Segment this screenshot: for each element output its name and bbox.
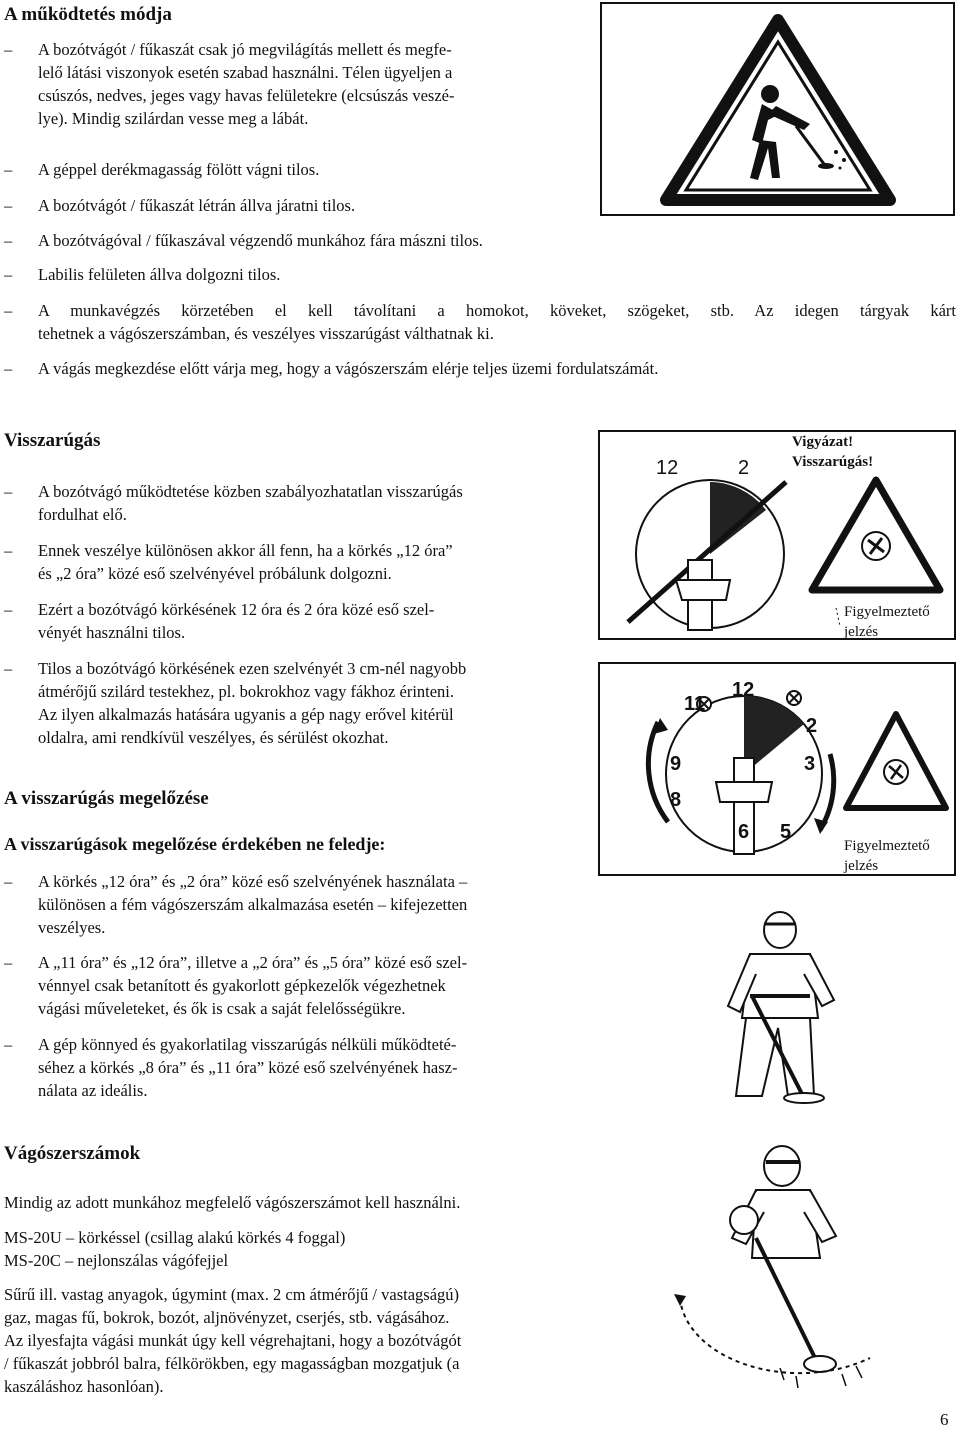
clock-label-11: 11 <box>684 693 706 715</box>
list-item <box>4 194 574 217</box>
figure-kickback-zone <box>598 430 956 640</box>
list-item <box>4 870 584 939</box>
line: A „11 óra” és „12 óra”, illetve a „2 óra” és „5 óra” közé eső szel- <box>38 953 468 972</box>
bullet-dash: – <box>4 40 13 59</box>
clock-label-12: 12 <box>732 679 755 701</box>
caption-line: jelzés <box>844 624 879 640</box>
line: vényét használni tilos. <box>38 623 186 642</box>
usage-text <box>4 1283 584 1398</box>
bullet-dash: – <box>4 1035 13 1054</box>
line: lelő látási viszonyok esetén szabad használni. Télen ügyeljen a <box>38 63 453 82</box>
line: csúszós, nedves, jeges vagy havas felületekre (elcsúszás veszé- <box>38 86 455 105</box>
caption-warning-sign <box>844 602 930 642</box>
line: átmérőjű szilárd testekhez, pl. bokrokhoz vagy fákhoz érinteni. <box>38 682 455 701</box>
list-item-text: A bozótvágót / fűkaszát létrán állva járatni tilos. <box>38 196 356 215</box>
line: vágási műveleteket, és ők is csak a saját felelősségükre. <box>38 999 406 1018</box>
subheading: A visszarúgások megelőzése érdekében ne feledje: <box>4 834 386 854</box>
clock-label-3: 3 <box>804 753 816 775</box>
line: Tilos a bozótvágó körkésének ezen szelvényét 3 cm-nél nagyobb <box>38 659 467 678</box>
section-heading-kickback: Visszarúgás <box>4 430 101 451</box>
line: Az ilyesfajta vágási munkát úgy kell végrehajtani, hogy a bozótvágót <box>4 1331 462 1350</box>
list-item <box>4 480 584 526</box>
line: gaz, magas fű, bokrok, bozót, aljnövényzet, cserjés, stb. vágásához. <box>4 1308 450 1327</box>
list-item <box>4 299 956 345</box>
line: tehetnek a vágószerszámban, és veszélyes visszarúgást válthatnak ki. <box>38 324 494 343</box>
label-2: 2 <box>738 457 750 479</box>
bullet-dash: – <box>4 482 13 501</box>
model-ms20c: MS-20C – nejlonszálas vágófejjel <box>4 1251 229 1270</box>
model-ms20u: MS-20U – körkéssel (csillag alakú körkés 4 foggal) <box>4 1228 346 1247</box>
line: lye). Mindig szilárdan vesse meg a lábát. <box>38 109 309 128</box>
section-heading-cutting-tools: Vágószerszámok <box>4 1143 141 1164</box>
line: különösen a fém vágószerszám alkalmazása esetén – kifejezetten <box>38 895 468 914</box>
list-item-text: A bozótvágóval / fűkaszával végzendő munkához fára mászni tilos. <box>38 231 483 250</box>
bullet-dash: – <box>4 265 13 284</box>
list-item <box>4 229 654 252</box>
bullet-dash: – <box>4 600 13 619</box>
bullet-dash: – <box>4 196 13 215</box>
line: Az ilyen alkalmazás hatására ugyanis a gép nagy erővel kitérül <box>38 705 454 724</box>
section-heading-kickback-prevention: A visszarúgás megelőzése <box>4 788 209 809</box>
caption-line: Figyelmeztető <box>844 838 930 854</box>
caption-line: jelzés <box>844 858 879 874</box>
list-item <box>4 263 654 286</box>
clock-label-8: 8 <box>670 789 682 811</box>
section-heading-operation: A működtetés módja <box>4 4 172 25</box>
line: / fűkaszát jobbról balra, félkörökben, egy magasságban mozgatjuk (a <box>4 1354 460 1373</box>
line: kaszáláshoz hasonlóan). <box>4 1377 164 1396</box>
line: vénnyel csak betanított és gyakorlott gépkezelők végezhetnek <box>38 976 446 995</box>
operator-mowing-illustration <box>660 1128 890 1396</box>
clock-label-6: 6 <box>738 821 750 843</box>
bullet-dash: – <box>4 541 13 560</box>
list-item <box>4 657 584 749</box>
figure-warning-sign-frame <box>600 2 955 216</box>
caption-line: Visszarúgás! <box>792 454 874 470</box>
list-item <box>4 158 574 181</box>
line: fordulhat elő. <box>38 505 127 524</box>
line: A körkés „12 óra” és „2 óra” közé eső szelvényének használata – <box>38 872 468 891</box>
figure-operator-mowing <box>660 1128 890 1396</box>
line: séhez a körkés „8 óra” és „11 óra” közé eső szelvényének hasz- <box>38 1058 458 1077</box>
clock-label-9: 9 <box>670 753 682 775</box>
list-item-text: A vágás megkezdése előtt várja meg, hogy a vágószerszám elérje teljes üzemi fordulatszámát. <box>38 359 659 378</box>
list-item <box>4 1033 584 1102</box>
list-item <box>4 357 944 380</box>
operator-illustration <box>692 900 882 1110</box>
list-item-text: Labilis felületen állva dolgozni tilos. <box>38 265 281 284</box>
list-item <box>4 539 584 585</box>
bullet-dash: – <box>4 301 13 320</box>
bullet-dash: – <box>4 659 13 678</box>
warning-triangle-icon <box>600 2 955 216</box>
line: és „2 óra” közé eső szelvényével próbálunk dolgozni. <box>38 564 392 583</box>
figure-operator-front <box>692 900 882 1110</box>
bullet-dash: – <box>4 231 13 250</box>
list-item <box>4 598 584 644</box>
line: veszélyes. <box>38 918 106 937</box>
line: A munkavégzés körzetében el kell távolítani a homokot, köveket, szögeket, stb. Az idegen tárgyak kárt <box>38 301 956 320</box>
line: nálata az ideális. <box>38 1081 148 1100</box>
line: A bozótvágó működtetése közben szabályozhatatlan visszarúgás <box>38 482 463 501</box>
label-12: 12 <box>656 457 679 479</box>
caption-warning-sign <box>844 836 930 876</box>
clock-label-5: 5 <box>780 821 792 843</box>
clock-label-2: 2 <box>806 715 818 737</box>
figure-clock-sectors <box>598 662 956 876</box>
list-item-text: A géppel derékmagasság fölött vágni tilos. <box>38 160 320 179</box>
intro-text: Mindig az adott munkához megfelelő vágószerszámot kell használni. <box>4 1193 461 1212</box>
page-number: 6 <box>940 1410 949 1429</box>
bullet-dash: – <box>4 359 13 378</box>
caption-warning <box>792 432 873 472</box>
caption-line: Vigyázat! <box>792 434 854 450</box>
bullet-dash: – <box>4 872 13 891</box>
line: Sűrű ill. vastag anyagok, úgymint (max. 2 cm átmérőjű / vastagságú) <box>4 1285 460 1304</box>
list-item <box>4 38 574 130</box>
list-item <box>4 951 584 1020</box>
line: A bozótvágót / fűkaszát csak jó megvilágítás mellett és megfe- <box>38 40 452 59</box>
line: A gép könnyed és gyakorlatilag visszarúgás nélküli működteté- <box>38 1035 457 1054</box>
bullet-dash: – <box>4 160 13 179</box>
line: Ennek veszélye különösen akkor áll fenn, ha a körkés „12 óra” <box>38 541 453 560</box>
model-list <box>4 1226 345 1272</box>
bullet-dash: – <box>4 953 13 972</box>
line: oldalra, ami rendkívül veszélyes, és sérülést okozhat. <box>38 728 389 747</box>
line: Ezért a bozótvágó körkésének 12 óra és 2 óra közé eső szel- <box>38 600 435 619</box>
caption-line: Figyelmeztető <box>844 604 930 620</box>
